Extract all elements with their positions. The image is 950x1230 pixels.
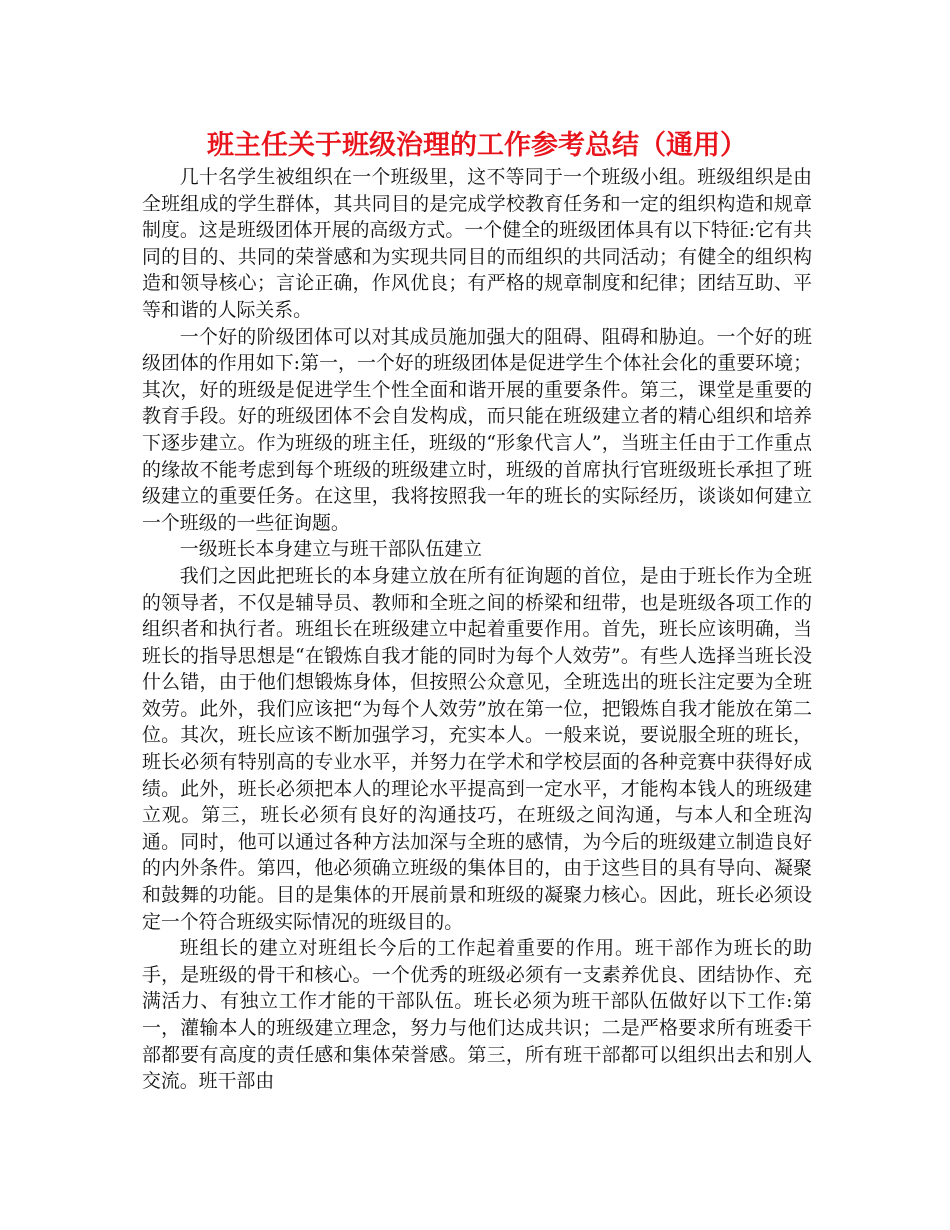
document-title: 班主任关于班级治理的工作参考总结（通用） — [207, 130, 747, 161]
paragraph-intro: 几十名学生被组织在一个班级里，这不等同于一个班级小组。班级组织是由全班组成的学生群体，其共同目的是完成学校教育任务和一定的组织构造和规章制度。这是班级团体开展的高级方式。一个健全的班级团体具有以下特征:它有共同的目的、共同的荣誉感和为实现共同目的而组织的共同活动；有健全的组织构造和领导核心；言论正确，作风优良；有严格的规章制度和纪律；团结互助、平等和谐的人际关系。 — [142, 166, 812, 321]
section-heading: 一级班长本身建立与班干部队伍建立 — [179, 538, 483, 561]
paragraph-monitor-self-building: 我们之因此把班长的本身建立放在所有征询题的首位，是由于班长作为全班的领导者，不仅是辅导员、教师和全班之间的桥梁和纽带，也是班级各项工作的组织者和执行者。班组长在班级建立中起着重要作用。首先，班长应该明确，当班长的指导思想是“在锻炼自我才能的同时为每个人效劳”。有些人选择当班长没什么错，由于他们想锻炼身体，但按照公众意见，全班选出的班长注定要为全班效劳。此外，我们应该把“为每个人效劳”放在第一位，把锻炼自我才能放在第二位。其次，班长应该不断加强学习，充实本人。一般来说，要说服全班的班长，班长必须有特别高的专业水平，并努力在学术和学校层面的各种竞赛中获得好成绩。此外，班长必须把本人的理论水平提高到一定水平，才能构本钱人的班级建立观。第三，班长必须有良好的沟通技巧，在班级之间沟通，与本人和全班沟通。同时，他可以通过各种方法加深与全班的感情，为今后的班级建立制造良好的内外条件。第四，他必须确立班级的集体目的，由于这些目的具有导向、凝聚和鼓舞的功能。目的是集体的开展前景和班级的凝聚力核心。因此，班长必须设定一个符合班级实际情况的班级目的。 — [142, 564, 812, 933]
paragraph-class-group-role: 一个好的阶级团体可以对其成员施加强大的阻碍、阻碍和胁迫。一个好的班级团体的作用如下:第一，一个好的班级团体是促进学生个体社会化的重要环境；其次，好的班级是促进学生个性全面和谐开展的重要条件。第三，课堂是重要的教育手段。好的班级团体不会自发构成，而只能在班级建立者的精心组织和培养下逐步建立。作为班级的班主任，班级的“形象代言人”，当班主任由于工作重点的缘故不能考虑到每个班级的班级建立时，班级的首席执行官班级班长承担了班级建立的重要任务。在这里，我将按照我一年的班长的实际经历，谈谈如何建立一个班级的一些征询题。 — [142, 325, 812, 534]
paragraph-cadre-team: 班组长的建立对班组长今后的工作起着重要的作用。班干部作为班长的助手，是班级的骨干和核心。一个优秀的班级必须有一支素养优良、团结协作、充满活力、有独立工作才能的干部队伍。班长必须为班干部队伍做好以下工作:第一，灌输本人的班级建立理念，努力与他们达成共识；二是严格要求所有班委干部都要有高度的责任感和集体荣誉感。第三，所有班干部都可以组织出去和别人交流。班干部由 — [142, 937, 812, 1093]
document-page — [142, 128, 812, 1095]
